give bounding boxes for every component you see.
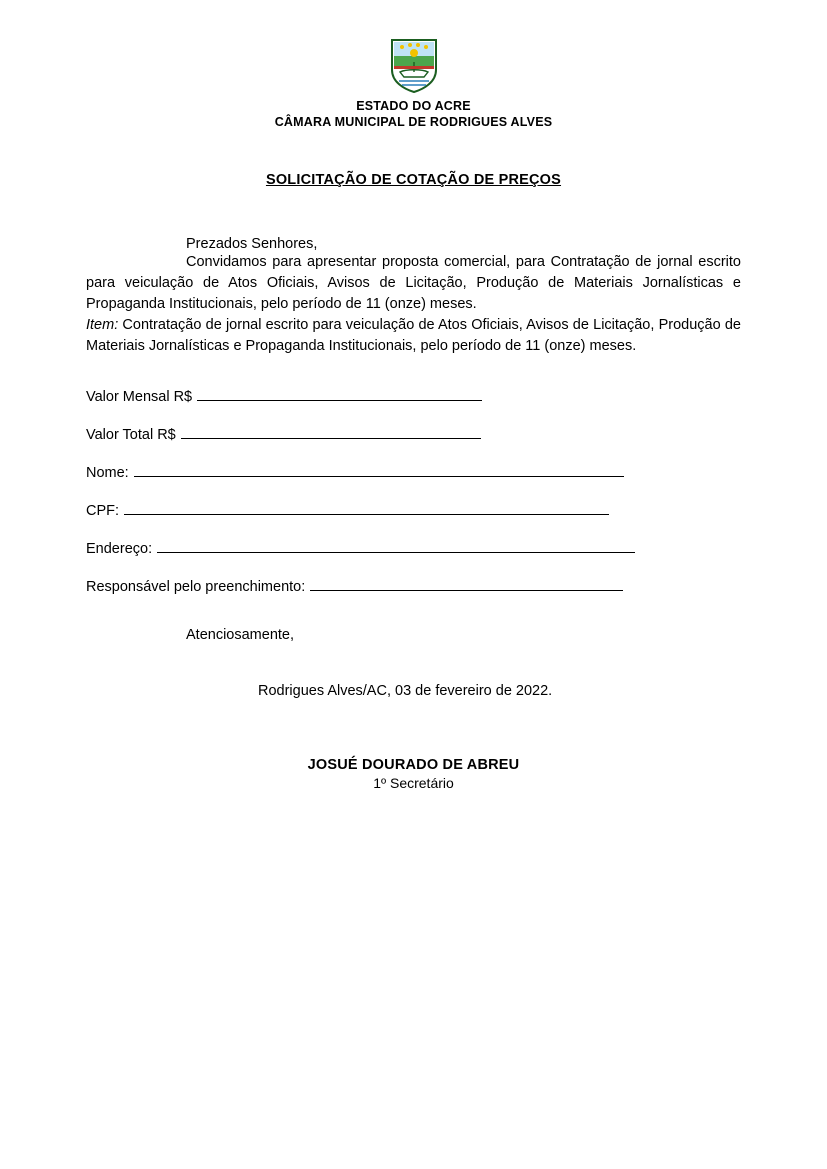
item-text: Contratação de jornal escrito para veiculação de Atos Oficiais, Avisos de Licitação, Produção de Materiais Jornalísticas e Propaganda Institucionais, pelo período de 11 (onze) meses. bbox=[86, 317, 741, 354]
signature-block bbox=[86, 757, 741, 791]
entity-line: CÂMARA MUNICIPAL DE RODRIGUES ALVES bbox=[274, 115, 553, 129]
responsavel-label: Responsável pelo preenchimento: bbox=[86, 579, 306, 595]
document-header bbox=[86, 0, 741, 130]
endereco-input[interactable] bbox=[157, 540, 635, 553]
field-row bbox=[86, 425, 741, 445]
valor-mensal-label: Valor Mensal R$ bbox=[86, 389, 193, 405]
valor-total-label: Valor Total R$ bbox=[86, 427, 176, 443]
endereco-label: Endereço: bbox=[86, 541, 153, 557]
cpf-input[interactable] bbox=[124, 502, 609, 515]
item-label: Item: bbox=[86, 317, 119, 333]
field-row bbox=[86, 539, 741, 559]
valor-mensal-input[interactable] bbox=[197, 388, 482, 401]
invitation-paragraph: Convidamos para apresentar proposta comercial, para Contratação de jornal escrito para veiculação de Atos Oficiais, Avisos de Licitação, Produção de Materiais Jornalísticas e Propaganda Institucionais, pelo período de 11 (onze) meses. bbox=[86, 254, 741, 312]
fill-in-fields bbox=[86, 387, 741, 597]
nome-input[interactable] bbox=[134, 464, 624, 477]
coat-of-arms-icon bbox=[386, 36, 442, 94]
field-row bbox=[86, 387, 741, 407]
field-row bbox=[86, 501, 741, 521]
field-row bbox=[86, 577, 741, 597]
closing-regards: Atenciosamente, bbox=[186, 627, 295, 643]
state-line: ESTADO DO ACRE bbox=[356, 99, 471, 113]
valor-total-input[interactable] bbox=[181, 426, 481, 439]
responsavel-input[interactable] bbox=[310, 578, 623, 591]
field-row bbox=[86, 463, 741, 483]
item-paragraph bbox=[86, 315, 741, 357]
nome-label: Nome: bbox=[86, 465, 129, 481]
cpf-label: CPF: bbox=[86, 503, 120, 519]
signatory-role: 1º Secretário bbox=[373, 775, 454, 791]
page-title: SOLICITAÇÃO DE COTAÇÃO DE PREÇOS bbox=[265, 172, 562, 188]
salutation: Prezados Senhores, bbox=[186, 236, 318, 252]
signatory-name: JOSUÉ DOURADO DE ABREU bbox=[307, 757, 520, 773]
place-and-date: Rodrigues Alves/AC, 03 de fevereiro de 2022. bbox=[258, 683, 553, 699]
